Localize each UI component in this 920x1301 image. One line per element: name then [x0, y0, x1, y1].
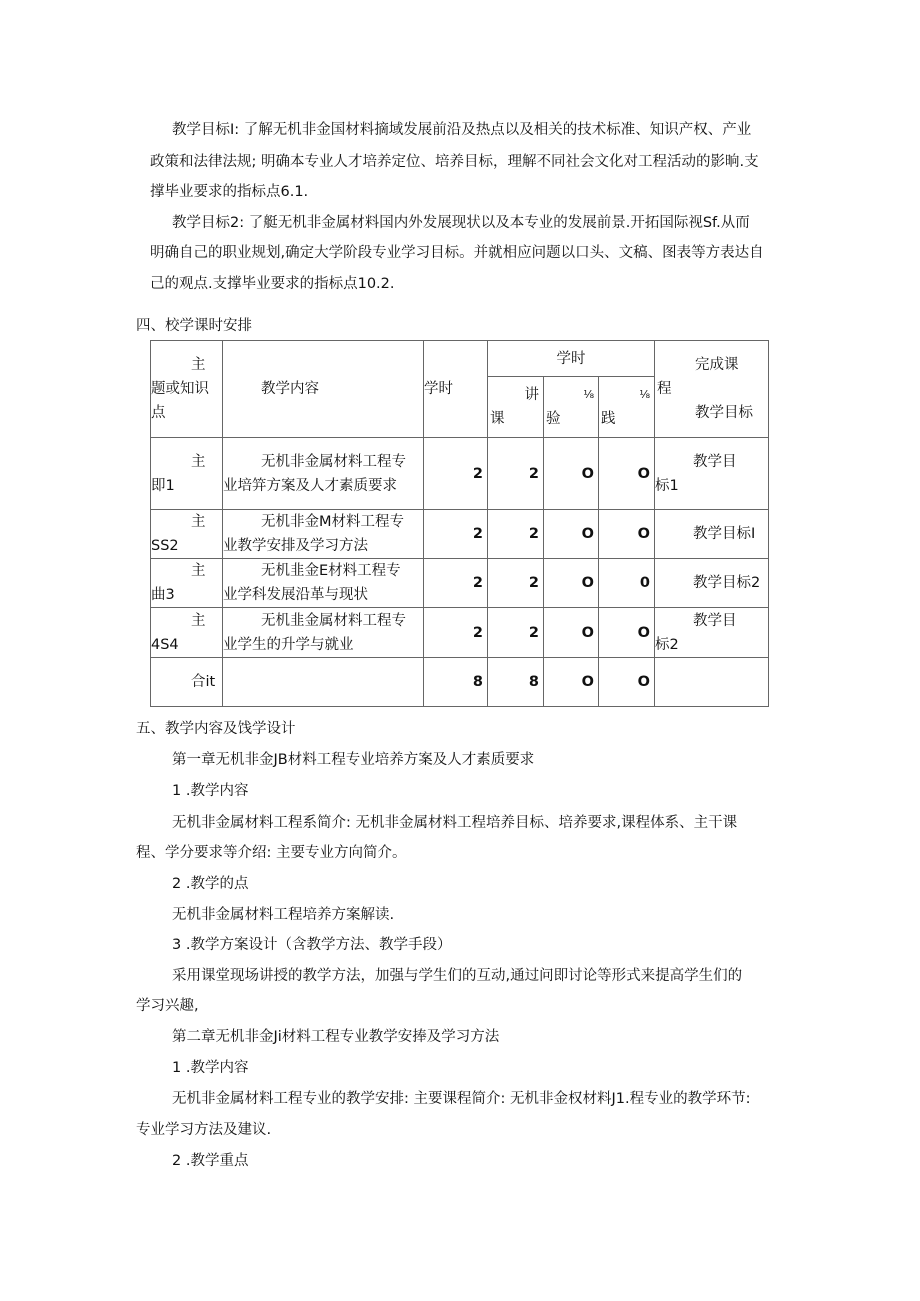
header-lecture [487, 376, 544, 438]
row-objective [654, 437, 769, 510]
cell-text: O [581, 674, 594, 690]
row-practice [598, 607, 655, 658]
cell-text: 教学目标I [693, 526, 756, 542]
cell-text: 8 [528, 674, 539, 690]
body-line: 无机非金属材料工程系简介: 无机非金属材料工程培养目标、培养要求,课程体系、主干课 [172, 815, 738, 831]
row-lecture [487, 509, 544, 559]
paragraph-line: 撑毕业要求的指标点6.1. [150, 184, 309, 200]
cell-text: SS2 [151, 538, 179, 554]
row-content [222, 657, 424, 707]
cell-text: 2 [472, 465, 483, 482]
row-topic [150, 509, 223, 559]
cell-text: O [637, 674, 650, 690]
row-hours [423, 607, 488, 658]
cell-text: 验 [546, 411, 561, 427]
body-line: 无机非金属材料工程培养方案解读. [172, 907, 395, 923]
cell-text: 2 [472, 575, 483, 591]
header-topic [150, 340, 223, 438]
cell-text: O [581, 526, 594, 542]
paragraph-line: 教学目标2: 了艇无机非金属材料国内外发展现状以及本专业的发展前景.开拓国际视Sf.从而 [172, 215, 750, 231]
body-line: 3 .教学方案设计（含教学方法、教学手段） [172, 937, 452, 953]
cell-text: ⅛ [639, 388, 650, 401]
header-experiment [543, 376, 599, 438]
body-line: 采用课堂现场讲授的教学方法，加强与学生们的互动,通过问即讨论等形式来提高学生们的 [172, 968, 743, 984]
row-lecture [487, 437, 544, 510]
cell-text: 业学生的升学与就业 [223, 636, 354, 653]
row-hours [423, 437, 488, 510]
row-topic [150, 657, 223, 707]
section-heading: 五、教学内容及饯学设计 [136, 721, 296, 737]
header-hours [423, 340, 488, 438]
row-objective [654, 558, 769, 608]
row-practice [598, 509, 655, 559]
row-objective [654, 657, 769, 707]
cell-text: 8 [472, 674, 483, 690]
cell-text: 践 [601, 411, 616, 427]
row-topic [150, 437, 223, 510]
cell-text: O [581, 465, 594, 482]
row-practice [598, 657, 655, 707]
cell-text: 完成课 [695, 357, 739, 373]
header-objective [654, 340, 769, 438]
body-line: 无机非金属材料工程专业的教学安排: 主要课程简介: 无机非金权材料J1.程专业的教学环节: [172, 1091, 751, 1107]
row-content [222, 437, 424, 510]
section-heading: 四、校学课时安排 [136, 318, 252, 334]
cell-text: 业教学安排及学习方法 [223, 538, 368, 554]
cell-text: 程 [657, 381, 672, 397]
row-content [222, 509, 424, 559]
cell-text: 教学目标 [695, 405, 753, 421]
body-line: 2 .教学的点 [172, 876, 249, 892]
cell-text: 主 [191, 612, 206, 629]
cell-text: 无机韭金属材料工程专 [261, 612, 406, 629]
cell-text: O [637, 465, 650, 482]
cell-text: 课 [490, 411, 505, 427]
cell-text: 曲3 [151, 587, 175, 603]
cell-text: 2 [528, 624, 539, 641]
cell-text: 教学目 [693, 453, 737, 470]
row-objective [654, 607, 769, 658]
cell-text: 标2 [655, 636, 679, 653]
cell-text: O [581, 624, 594, 641]
row-experiment [543, 558, 599, 608]
cell-text: 主 [191, 563, 206, 579]
cell-text: 题或知识 [151, 381, 209, 397]
cell-text: 2 [472, 624, 483, 641]
cell-text: 主 [191, 357, 206, 373]
body-line: 第二章无机非金Ji材料工程专业教学安捧及学习方法 [172, 1029, 500, 1045]
row-hours [423, 657, 488, 707]
body-line: 2 .教学重点 [172, 1153, 249, 1169]
paragraph-line: 教学目标I: 了解无机非金国材料摘域发展前沿及热点以及相关的技术标准、知识产权、产业 [172, 122, 752, 138]
body-line: 第一章无机非金JB材料工程专业培养方案及人才素质要求 [172, 752, 535, 768]
cell-text: O [581, 575, 594, 591]
cell-text: 业培笄方案及人才素质要求 [223, 477, 397, 494]
paragraph-line: 己的观点.支撑毕业要求的指标点10.2. [150, 276, 395, 292]
body-line: 学习兴趣, [136, 998, 199, 1014]
cell-text: 教学目 [693, 612, 737, 629]
cell-text: 无机非金M材料工程专 [261, 514, 405, 530]
row-objective [654, 509, 769, 559]
cell-text: 2 [528, 465, 539, 482]
cell-text: 学时 [424, 381, 453, 397]
row-experiment [543, 607, 599, 658]
row-experiment [543, 437, 599, 510]
cell-text: 2 [528, 526, 539, 542]
body-line: 1 .教学内容 [172, 783, 249, 799]
cell-text: 业学科发展沿革与现状 [223, 587, 368, 603]
cell-text: 无机非金属材料工程专 [261, 453, 406, 470]
row-hours [423, 558, 488, 608]
header-content [222, 340, 424, 438]
row-topic [150, 607, 223, 658]
cell-text: 0 [639, 575, 650, 591]
row-practice [598, 437, 655, 510]
cell-text: 4S4 [151, 636, 179, 653]
cell-text: 教学内容 [261, 381, 319, 397]
paragraph-line: 明确自己的职业规划,确定大学阶段专业学习目标。并就相应问题以口头、文稿、图表等方表达自 [150, 245, 764, 261]
cell-text: 主 [191, 453, 206, 470]
body-line: 1 .教学内容 [172, 1060, 249, 1076]
cell-text: 即1 [151, 477, 175, 494]
row-content [222, 558, 424, 608]
cell-text: 2 [472, 526, 483, 542]
row-experiment [543, 509, 599, 559]
cell-text: O [637, 624, 650, 641]
cell-text: 讲 [524, 387, 539, 403]
row-lecture [487, 558, 544, 608]
cell-text: 无机韭金E材料工程专 [261, 563, 401, 579]
header-practice [598, 376, 655, 438]
cell-text: 点 [151, 405, 166, 421]
cell-text: 合it [191, 674, 216, 690]
cell-text: 2 [528, 575, 539, 591]
row-lecture [487, 607, 544, 658]
cell-text: ⅛ [583, 388, 594, 401]
row-hours [423, 509, 488, 559]
cell-text: 标1 [655, 477, 679, 494]
cell-text: 教学目标2 [693, 575, 761, 591]
paragraph-line: 政策和法律法规; 明确本专业人才培养定位、培养目标，理解不同社会文化对工程活动的影晌.支 [150, 154, 759, 170]
cell-text: 学时 [556, 350, 586, 367]
body-line: 程、学分要求等介绍: 主要专业方向简介。 [136, 845, 407, 861]
cell-text: O [637, 526, 650, 542]
row-practice [598, 558, 655, 608]
header-hours-group [487, 340, 655, 377]
row-topic [150, 558, 223, 608]
body-line: 专业学习方法及建议. [136, 1122, 272, 1138]
row-lecture [487, 657, 544, 707]
cell-text: 主 [191, 514, 206, 530]
row-experiment [543, 657, 599, 707]
row-content [222, 607, 424, 658]
